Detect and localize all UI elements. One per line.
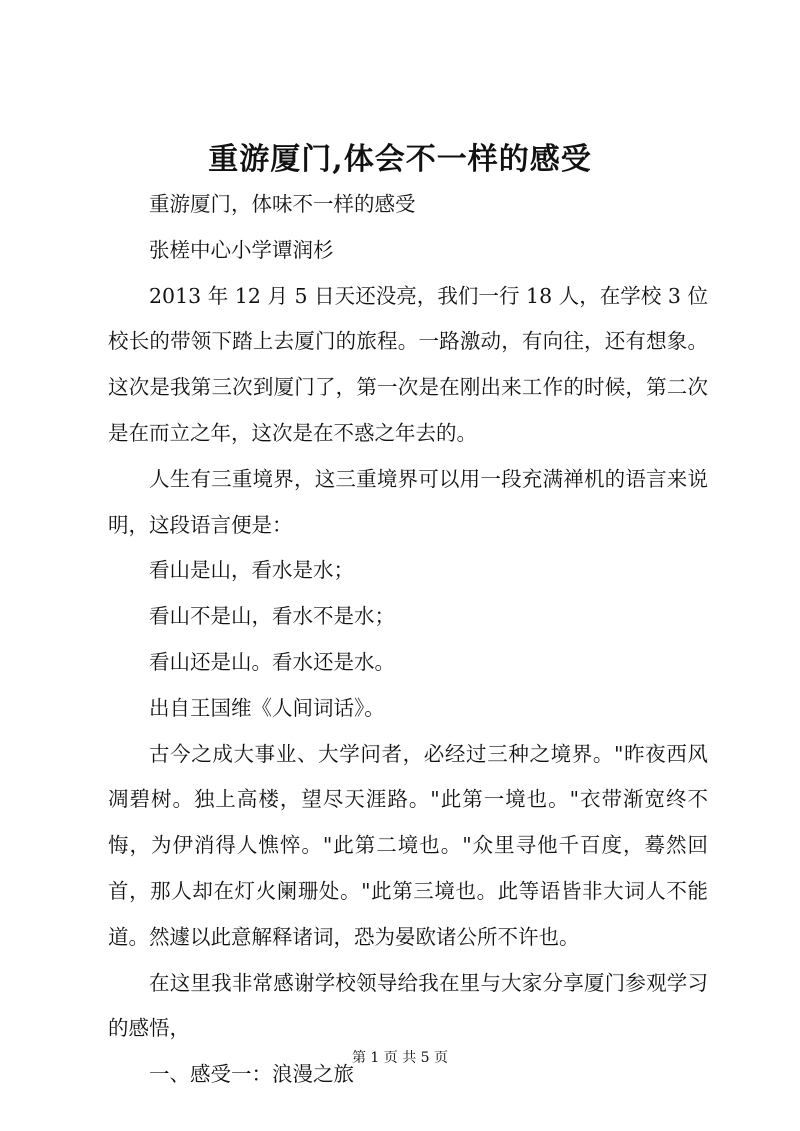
section-heading: 一、感受一：浪漫之旅 — [149, 1062, 354, 1087]
author-paragraph: 张槎中心小学谭润杉 — [149, 237, 334, 262]
body-paragraph: 看山是山，看水是水； — [149, 558, 354, 583]
body-paragraph: 2013 年 12 月 5 日天还没亮，我们一行 18 人，在学校 3 位校长的带领下踏上去厦门的旅程。一路激动，有向往，还有想象。这次是我第三次到厦门了，第一次是在刚出来工作的时候，第二次是在而立之年，这次是在不惑之年去的。 — [108, 283, 708, 445]
page-footer: 第 1 页 共 5 页 — [351, 1050, 449, 1066]
document-title: 重游厦门,体会不一样的感受 — [208, 142, 592, 177]
body-paragraph: 出自王国维《人间词话》。 — [149, 695, 385, 720]
subtitle-paragraph: 重游厦门，体味不一样的感受 — [149, 192, 416, 216]
body-paragraph: 看山不是山，看水不是水； — [149, 604, 395, 629]
body-paragraph: 在这里我非常感谢学校领导给我在里与大家分享厦门参观学习的感悟， — [108, 970, 708, 1041]
document-body — [108, 182, 708, 1098]
body-paragraph: 人生有三重境界，这三重境界可以用一段充满禅机的语言来说明，这段语言便是： — [108, 466, 708, 537]
body-paragraph: 古今之成大事业、大学问者，必经过三种之境界。"昨夜西风凋碧树。独上高楼，望尽天涯路。"此第一境也。"衣带渐宽终不悔，为伊消得人憔悴。"此第二境也。"众里寻他千百度，蓦然回首，那人却在灯火阑珊处。"此第三境也。此等语皆非大词人不能道。然遽以此意解释诸词，恐为晏欧诸公所不许也。 — [108, 741, 708, 949]
body-paragraph: 看山还是山。看水还是水。 — [149, 649, 395, 674]
